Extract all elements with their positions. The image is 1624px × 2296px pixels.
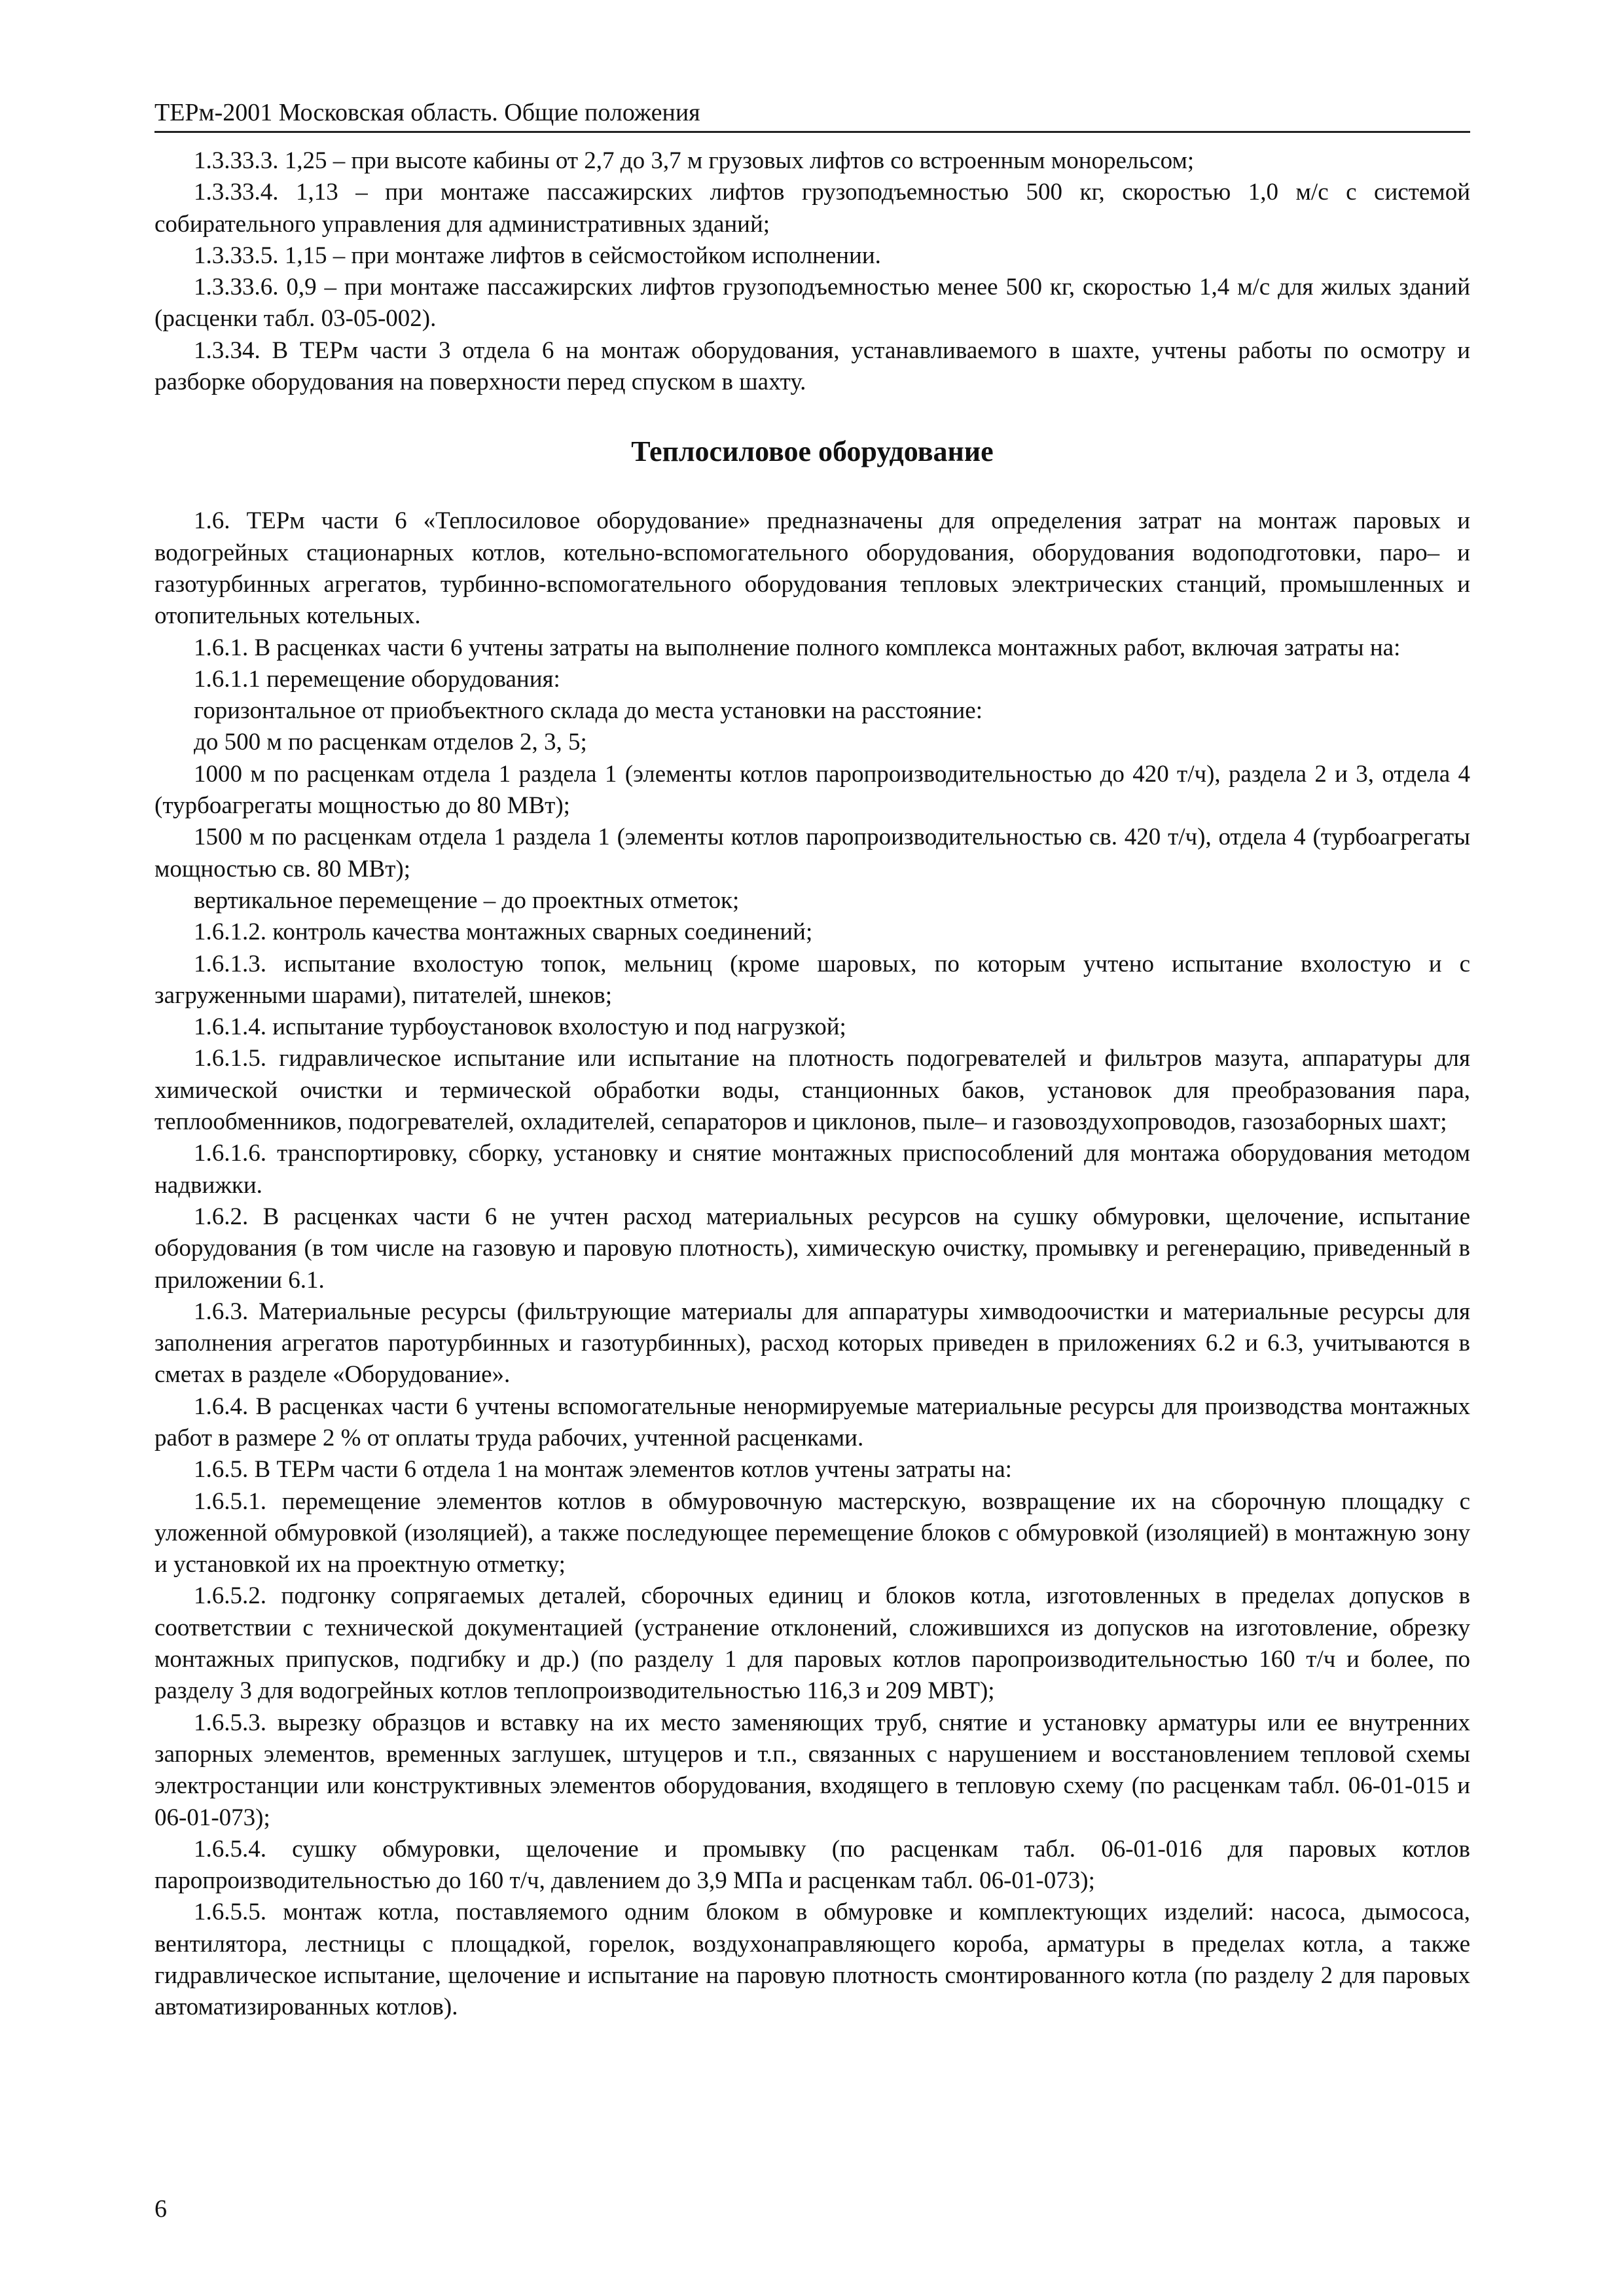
paragraph: горизонтальное от приобъектного склада до места установки на расстояние: xyxy=(194,697,983,725)
paragraph: 1.6.1.4. испытание турбоустановок вхолостую и под нагрузкой; xyxy=(194,1013,846,1041)
paragraph: 1.6.5.3. вырезку образцов и вставку на их место заменяющих труб, снятие и установку арматуры или ее внутренних запорных элементов, временных заглушек, штуцеров и т.п., связанных с нарушением и восстановлением тепловой схемы электростанции или конструктивных элементов оборудования, входящего в тепловую схему (по расценкам табл. 06-01-015 и 06-01-073); xyxy=(154,1709,1470,1831)
paragraph: 1.6.5.4. сушку обмуровки, щелочение и промывку (по расценкам табл. 06-01-016 для паровых котлов паропроизводительностью до 160 т/ч, давлением до 3,9 МПа и расценкам табл. 06-01-073); xyxy=(154,1835,1470,1895)
paragraph: 1.6.1.6. транспортировку, сборку, установку и снятие монтажных приспособлений для монтажа оборудования методом надвижки. xyxy=(154,1140,1470,1199)
paragraph: 1000 м по расценкам отдела 1 раздела 1 (элементы котлов паропроизводительностью до 420 т/ч), раздела 2 и 3, отдела 4 (турбоагрегаты мощностью до 80 МВт); xyxy=(154,760,1470,820)
paragraph: 1.6.5.1. перемещение элементов котлов в обмуровочную мастерскую, возвращение их на сборочную площадку с уложенной обмуровкой (изоляцией), а также последующее перемещение блоков с обмуровкой (изоляцией) в монтажную зону и установкой их на проектную отметку; xyxy=(154,1487,1470,1578)
paragraph: 1.3.33.6. 0,9 – при монтаже пассажирских лифтов грузоподъемностью менее 500 кг, скоростью 1,4 м/с для жилых зданий (расценки табл. 03-05-002). xyxy=(154,274,1470,333)
paragraph: 1.3.34. В ТЕРм части 3 отдела 6 на монтаж оборудования, устанавливаемого в шахте, учтены работы по осмотру и разборке оборудования на поверхности перед спуском в шахту. xyxy=(154,337,1470,396)
paragraph: 1.6.1.2. контроль качества монтажных сварных соединений; xyxy=(194,919,813,946)
paragraph: 1.6.3. Материальные ресурсы (фильтрующие материалы для аппаратуры химводоочистки и материальные ресурсы для заполнения агрегатов паротурбинных и газотурбинных), расход которых приведен в приложениях 6.2 и 6.3, учитываются в сметах в разделе «Оборудование». xyxy=(154,1298,1470,1389)
paragraph: 1.6.1.5. гидравлическое испытание или испытание на плотность подогревателей и фильтров мазута, аппаратуры для химической очистки и термической обработки воды, станционных баков, установок для преобразования пара, теплообменников, подогревателей, охладителей, сепараторов и циклонов, пыле– и газовоздухопроводов, газозаборных шахт; xyxy=(154,1045,1470,1136)
paragraph: 1.6.1. В расценках части 6 учтены затраты на выполнение полного комплекса монтажных работ, включая затраты на: xyxy=(194,634,1401,661)
paragraph: 1.3.33.4. 1,13 – при монтаже пассажирских лифтов грузоподъемностью 500 кг, скоростью 1,0 м/с с системой собирательного управления для административных зданий; xyxy=(154,179,1470,238)
page-number: 6 xyxy=(154,2195,167,2223)
section-title: Теплосиловое оборудование xyxy=(631,435,994,468)
paragraph: 1.3.33.3. 1,25 – при высоте кабины от 2,7 до 3,7 м грузовых лифтов со встроенным монорельсом; xyxy=(194,147,1195,174)
paragraph: 1.6.5.2. подгонку сопрягаемых деталей, сборочных единиц и блоков котла, изготовленных в пределах допусков в соответствии с технической документацией (устранение отклонений, сложившихся из допусков на изготовление, обрезку монтажных припусков, подгибку и др.) (по разделу 1 для паровых котлов паропроизводительностью 160 т/ч и более, по разделу 3 для водогрейных котлов теплопроизводительностью 116,3 и 209 МВТ); xyxy=(154,1582,1470,1705)
paragraph: 1.6.4. В расценках части 6 учтены вспомогательные ненормируемые материальные ресурсы для производства монтажных работ в размере 2 % от оплаты труда рабочих, учтенной расценками. xyxy=(154,1393,1470,1451)
running-header: ТЕРм-2001 Московская область. Общие положения xyxy=(154,96,1470,133)
document-body xyxy=(154,145,1470,2024)
paragraph: 1.6.5.5. монтаж котла, поставляемого одним блоком в обмуровке и комплектующих изделий: насоса, дымососа, вентилятора, лестницы с площадкой, горелок, воздухонаправляющего короба, арматуры в пределах котла, а также гидравлическое испытание, щелочение и испытание на паровую плотность смонтированного котла (по разделу 2 для паровых автоматизированных котлов). xyxy=(154,1899,1470,2021)
paragraph: 1.6.2. В расценках части 6 не учтен расход материальных ресурсов на сушку обмуровки, щелочение, испытание оборудования (в том числе на газовую и паровую плотность), химическую очистку, промывку и регенерацию, приведенный в приложении 6.1. xyxy=(154,1203,1470,1294)
paragraph: 1.3.33.5. 1,15 – при монтаже лифтов в сейсмостойком исполнении. xyxy=(194,242,881,269)
paragraph: до 500 м по расценкам отделов 2, 3, 5; xyxy=(194,729,587,756)
paragraph: 1.6.5. В ТЕРм части 6 отдела 1 на монтаж элементов котлов учтены затраты на: xyxy=(194,1456,1012,1484)
paragraph: 1.6.1.1 перемещение оборудования: xyxy=(194,665,560,693)
paragraph: 1.6. ТЕРм части 6 «Теплосиловое оборудование» предназначены для определения затрат на монтаж паровых и водогрейных стационарных котлов, котельно-вспомогательного оборудования, оборудования водоподготовки, паро– и газотурбинных агрегатов, турбинно-вспомогательного оборудования тепловых электрических станций, промышленных и отопительных котельных. xyxy=(154,507,1470,630)
paragraph: вертикальное перемещение – до проектных отметок; xyxy=(194,886,740,914)
paragraph: 1500 м по расценкам отдела 1 раздела 1 (элементы котлов паропроизводительностью св. 420 т/ч), отдела 4 (турбоагрегаты мощностью св. 80 МВт); xyxy=(154,824,1470,883)
paragraph: 1.6.1.3. испытание вхолостую топок, мельниц (кроме шаровых, по которым учтено испытание вхолостую и с загруженными шарами), питателей, шнеков; xyxy=(154,950,1470,1009)
